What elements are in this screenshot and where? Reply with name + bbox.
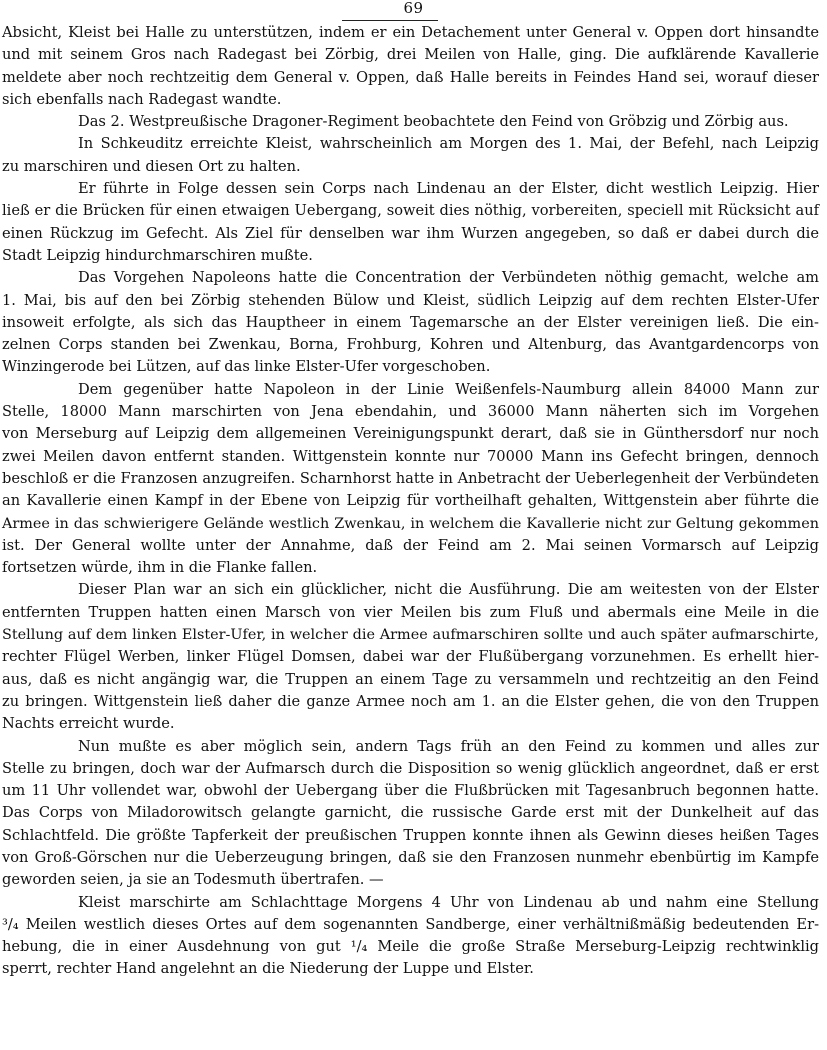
text-line: entfernten Truppen hatten einen Marsch von vier Meilen bis zum Fluß und abermals eine Meile in die (2, 603, 819, 621)
text-line: Winzingerode bei Lützen, auf das linke Elster-Ufer vorgeschoben. (2, 358, 491, 376)
text-line: Armee in das schwierigere Gelände westlich Zwenkau, in welchem die Kavallerie nicht zur Geltung gekommen (2, 515, 819, 532)
text-line: einen Rückzug im Gefecht. Als Ziel für denselben war ihm Wurzen angegeben, so daß er dabei durch die (2, 224, 819, 242)
text-line: beschloß er die Franzosen anzugreifen. Scharnhorst hatte in Anbetracht der Ueberlegenheit der Verbündeten (2, 469, 819, 487)
body-text (0, 22, 821, 981)
text-line: Dieser Plan war an sich ein glücklicher, nicht die Ausführung. Die am weitesten von der Elster (78, 581, 819, 599)
text-line: ³/₄ Meilen westlich dieses Ortes auf dem sogenannten Sandberge, einer verhältnißmäßig bedeutenden Er- (2, 915, 819, 933)
text-line: Nachts erreicht wurde. (2, 715, 175, 733)
page-number-rule (342, 20, 438, 21)
text-line: zwei Meilen davon entfernt standen. Wittgenstein konnte nur 70000 Mann ins Gefecht bringen, dennoch (2, 447, 819, 465)
text-line: zu marschiren und diesen Ort zu halten. (2, 157, 301, 175)
text-line: Stelle zu bringen, doch war der Aufmarsch durch die Disposition so wenig glücklich angeordnet, daß er erst (2, 759, 819, 777)
text-line: Er führte in Folge dessen sein Corps nach Lindenau an der Elster, dicht westlich Leipzig. Hier (78, 180, 819, 198)
text-line: ist. Der General wollte unter der Annahme, daß der Feind am 2. Mai seinen Vormarsch auf Leipzig (2, 536, 819, 554)
text-line: sich ebenfalls nach Radegast wandte. (2, 90, 282, 108)
text-line: geworden seien, ja sie an Todesmuth übertrafen. — (2, 871, 384, 889)
text-line: sperrt, rechter Hand angelehnt an die Niederung der Luppe und Elster. (2, 960, 534, 978)
page-number: 69 (403, 0, 424, 17)
text-line: meldete aber noch rechtzeitig dem General v. Oppen, daß Halle bereits in Feindes Hand sei, worauf dieser (2, 68, 819, 86)
text-line: von Merseburg auf Leipzig dem allgemeinen Vereinigungspunkt derart, daß sie in Günthersdorf nur noch (2, 425, 819, 443)
text-line: Das Vorgehen Napoleons hatte die Concentration der Verbündeten nöthig gemacht, welche am (78, 269, 819, 287)
text-line: ließ er die Brücken für einen etwaigen Uebergang, soweit dies nöthig, vorbereiten, speciell mit Rücksicht auf (2, 202, 819, 220)
text-line: Nun mußte es aber möglich sein, andern Tags früh an den Feind zu kommen und alles zur (78, 737, 819, 755)
text-line: Absicht, Kleist bei Halle zu unterstützen, indem er ein Detachement unter General v. Oppen dort hinsandte (2, 24, 819, 41)
text-line: an Kavallerie einen Kampf in der Ebene von Leipzig für vortheilhaft gehalten, Wittgenstein aber führte die (2, 492, 819, 510)
text-line: und mit seinem Gros nach Radegast bei Zörbig, drei Meilen von Halle, ging. Die aufklärende Kavallerie (2, 46, 819, 64)
text-line: Stelle, 18000 Mann marschirten von Jena ebendahin, und 36000 Mann näherten sich im Vorgehen (2, 403, 819, 421)
text-line: Stadt Leipzig hindurchmarschiren mußte. (2, 246, 313, 264)
text-line: Das 2. Westpreußische Dragoner-Regiment beobachtete den Feind von Gröbzig und Zörbig aus. (78, 113, 789, 131)
text-line: In Schkeuditz erreichte Kleist, wahrscheinlich am Morgen des 1. Mai, der Befehl, nach Leipzig (78, 135, 819, 153)
text-line: zelnen Corps standen bei Zwenkau, Borna, Frohburg, Kohren und Altenburg, das Avantgardencorps von (2, 336, 819, 354)
text-line: Das Corps von Miladorowitsch gelangte garnicht, die russische Garde erst mit der Dunkelheit auf das (2, 804, 819, 822)
text-line: Stellung auf dem linken Elster-Ufer, in welcher die Armee aufmarschiren sollte und auch später aufmarschirte, (2, 627, 819, 644)
text-line: um 11 Uhr vollendet war, obwohl der Uebergang über die Flußbrücken mit Tagesanbruch begonnen hatte. (2, 782, 819, 800)
text-line: zu bringen. Wittgenstein ließ daher die ganze Armee noch am 1. an die Elster gehen, die von den Truppen (2, 692, 819, 710)
text-line: Schlachtfeld. Die größte Tapferkeit der preußischen Truppen konnte ihnen als Gewinn dieses heißen Tages (2, 826, 819, 844)
text-line: rechter Flügel Werben, linker Flügel Domsen, dabei war der Flußübergang vorzunehmen. Es erhellt hier- (2, 648, 819, 666)
text-line: aus, daß es nicht angängig war, die Truppen an einem Tage zu versammeln und rechtzeitig an den Feind (2, 670, 819, 688)
text-line: hebung, die in einer Ausdehnung von gut ¹/₄ Meile die große Straße Merseburg-Leipzig rechtwinklig (2, 938, 819, 956)
text-line: Dem gegenüber hatte Napoleon in der Linie Weißenfels-Naumburg allein 84000 Mann zur (78, 380, 819, 398)
text-line: Kleist marschirte am Schlachttage Morgens 4 Uhr von Lindenau ab und nahm eine Stellung (78, 893, 819, 911)
text-line: fortsetzen würde, ihm in die Flanke fallen. (2, 559, 318, 577)
text-line: insoweit erfolgte, als sich das Hauptheer in einem Tagemarsche an der Elster vereinigen ließ. Die ein- (2, 313, 819, 331)
text-line: von Groß-Görschen nur die Ueberzeugung bringen, daß sie den Franzosen nunmehr ebenbürtig im Kampfe (2, 848, 819, 866)
text-line: 1. Mai, bis auf den bei Zörbig stehenden Bülow und Kleist, südlich Leipzig auf dem rechten Elster-Ufer (2, 291, 819, 309)
